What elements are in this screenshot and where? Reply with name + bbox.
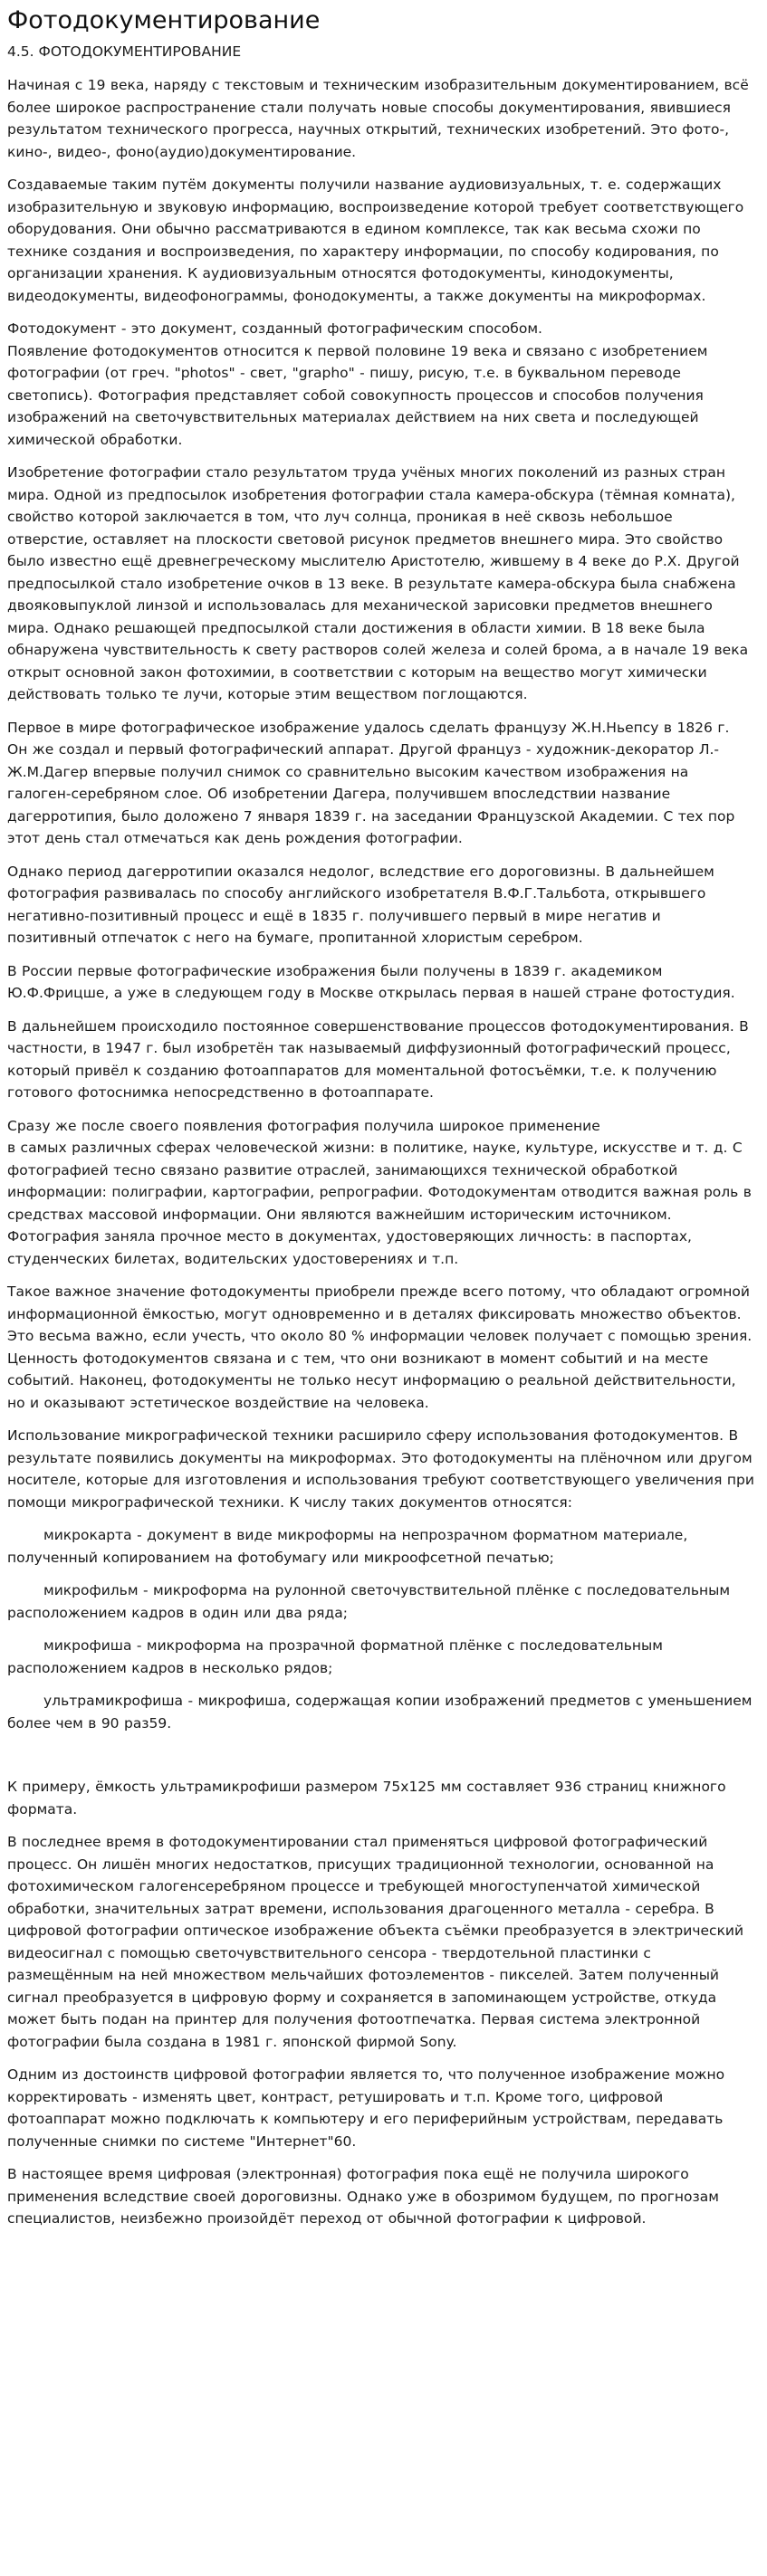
paragraph-intro: Начиная с 19 века, наряду с текстовым и техническим изобразительным документированием, всё более широкое распространение стали получать новые способы документирования, явившиеся результатом технического прогресса, научных открытий, технических изобретений. Это фото-, кино-, видео-, фоно(аудио)документирование. — [7, 77, 749, 160]
paragraph-audiovisual: Создаваемые таким путём документы получили название аудиовизуальных, т. е. содержащих изобразительную и звуковую информацию, воспроизведение которой требует соответствующего оборудования. Они обычно рассматриваются в едином комплексе, так как весьма схожи по технике создания и воспроизведения, по характеру информации, по способу кодирования, по организации хранения. К аудиовизуальным относятся фотодокументы, кинодокументы, видеодокументы, видеофонограммы, фонодокументы, а также документы на микроформах. — [7, 177, 744, 304]
paragraph-first-image: Первое в мире фотографическое изображение удалось сделать французу Ж.Н.Ньепсу в 1826 г. Он же создал и первый фотографический аппарат. Другой француз - художник-декоратор Л.-Ж.М.Дагер впервые получил снимок со сравнительно высоким качеством изображения на галоген-серебряном слое. Об изобретении Дагера, получившем впоследствии название дагерротипия, было доложено 7 января 1839 г. на заседании Французской Академии. С тех пор этот день стал отмечаться как день рождения фотографии. — [7, 719, 735, 846]
definition-item: микрофильм - микроформа на рулонной светочувствительной плёнке с последовательным расположением кадров в один или два ряда; — [7, 1582, 731, 1621]
paragraph-example: К примеру, ёмкость ультрамикрофиши размером 75х125 мм составляет 936 страниц книжного формата. — [7, 1779, 726, 1818]
paragraph-digital: В последнее время в фотодокументировании стал применяться цифровой фотографический процесс. Он лишён многих недостатков, присущих традиционной технологии, основанной на фотохимическом галогенсеребряном процессе и требующей многоступенчатой химической обработки, значительных затрат времени, использования драгоценного металла - серебра. В цифровой фотографии оптическое изображение объекта съёмки преобразуется в электрический видеосигнал с помощью светочувствительного сенсора - твердотельной пластинки с размещённым на ней множеством мельчайших фотоэлементов - пикселей. Затем полученный сигнал преобразуется в цифровую форму и сохраняется в запоминающем устройстве, откуда может быть подан на принтер для получения фотоотпечатка. Первая система электронной фотографии была создана в 1981 г. японской фирмой Sony. — [7, 1834, 744, 2050]
paragraph-digital-advantages: Одним из достоинств цифровой фотографии является то, что полученное изображение можно корректировать - изменять цвет, контраст, ретушировать и т.п. Кроме того, цифровой фотоаппарат можно подключать к компьютеру и его периферийным устройствам, передавать полученные снимки по системе "Интернет"60. — [7, 2066, 725, 2150]
paragraph-daguerreotype: Однако период дагерротипии оказался недолог, вследствие его дороговизны. В дальнейшем фотография развивалась по способу английского изобретателя В.Ф.Г.Тальбота, открывшего негативно-позитивный процесс и ещё в 1835 г. получившего первый в мире негатив и позитивный отпечаток с него на бумаге, пропитанной хлористым серебром. — [7, 863, 714, 946]
definition-item: ультрамикрофиша - микрофиша, содержащая копии изображений предметов с уменьшением более чем в 90 раз59. — [7, 1693, 753, 1732]
paragraph-improvement: В дальнейшем происходило постоянное совершенствование процессов фотодокументирования. В частности, в 1947 г. был изобретён так называемый диффузионный фотографический процесс, который привёл к созданию фотоаппаратов для моментальной фотосъёмки, т.е. к получению готового фотоснимка непосредственно в фотоаппарате. — [7, 1017, 749, 1101]
page-title: Фотодокументирование — [7, 6, 321, 34]
paragraph-micrographics: Использование микрографической техники расширило сферу использования фотодокументов. В результате появились документы на микроформах. Это фотодокументы на плёночном или другом носителе, которые для изготовления и использования требуют соответствующего увеличения при помощи микрографической техники. К числу таких документов относятся: — [7, 1427, 754, 1511]
paragraph-digital-future: В настоящее время цифровая (электронная) фотография пока ещё не получила широкого применения вследствие своей дороговизны. Однако уже в обозримом будущем, по прогнозам специалистов, неизбежно произойдёт переход от обычной фотографии к цифровой. — [7, 2166, 719, 2227]
blank-space — [7, 1745, 754, 1776]
definition-list — [7, 1524, 754, 1734]
definition-item: микрокарта - документ в виде микроформы на непрозрачном форматном материале, полученный копированием на фотобумагу или микроофсетной печатью; — [7, 1527, 688, 1566]
paragraph-photodocument-definition: Фотодокумент - это документ, созданный фотографическим способом. Появление фотодокументов относится к первой половине 19 века и связано с изобретением фотографии (от греч. "photos" - свет, "grapho" - пишу, рисую, т.е. в буквальном переводе светопись). Фотография представляет собой совокупность процессов и способов получения изображений на светочувствительных материалах действием на них света и последующей химической обработки. — [7, 320, 708, 448]
section-heading: 4.5. ФОТОДОКУМЕНТИРОВАНИЕ — [7, 43, 242, 60]
paragraph-importance: Такое важное значение фотодокументы приобрели прежде всего потому, что обладают огромной информационной ёмкостью, могут одновременно и в деталях фиксировать множество объектов. Это весьма важно, если учесть, что около 80 % информации человек получает с помощью зрения. Ценность фотодокументов связана и с тем, что они возникают в момент событий и на месте событий. Наконец, фотодокументы не только несут информацию о реальной действительности, но и оказывают эстетическое воздействие на человека. — [7, 1283, 753, 1411]
paragraph-applications: Сразу же после своего появления фотография получила широкое применение в самых различных сферах человеческой жизни: в политике, науке, культуре, искусстве и т. д. С фотографией тесно связано развитие отраслей, занимающихся технической обработкой информации: полиграфии, картографии, репрографии. Фотодокументам отводится важная роль в средствах массовой информации. Они являются важнейшим историческим источником. Фотография заняла прочное место в документах, удостоверяющих личность: в паспортах, студенческих билетах, водительских удостоверениях и т.п. — [7, 1117, 752, 1267]
definition-item: микрофиша - микроформа на прозрачной форматной плёнке с последовательным расположением кадров в несколько рядов; — [7, 1637, 663, 1676]
paragraph-russia: В России первые фотографические изображения были получены в 1839 г. академиком Ю.Ф.Фрицше, а уже в следующем году в Москве открылась первая в нашей стране фотостудия. — [7, 962, 735, 1001]
paragraph-invention: Изобретение фотографии стало результатом труда учёных многих поколений из разных стран мира. Одной из предпосылок изобретения фотографии стала камера-обскура (тёмная комната), свойство которой заключается в том, что луч солнца, проникая в неё сквозь небольшое отверстие, оставляет на плоскости световой рисунок предметов внешнего мира. Это свойство было известно ещё древнегреческому мыслителю Аристотелю, жившему в 4 веке до Р.Х. Другой предпосылкой стало изобретение очков в 13 веке. В результате камера-обскура была снабжена двояковыпуклой линзой и использовалась для механической зарисовки предметов внешнего мира. Однако решающей предпосылкой стали достижения в области химии. В 18 веке была обнаружена чувствительность к свету растворов солей железа и солей брома, а в начале 19 века открыт основной закон фотохимии, в соответствии с которым на вещество могут химически действовать только те лучи, которые этим веществом поглощаются. — [7, 464, 749, 702]
